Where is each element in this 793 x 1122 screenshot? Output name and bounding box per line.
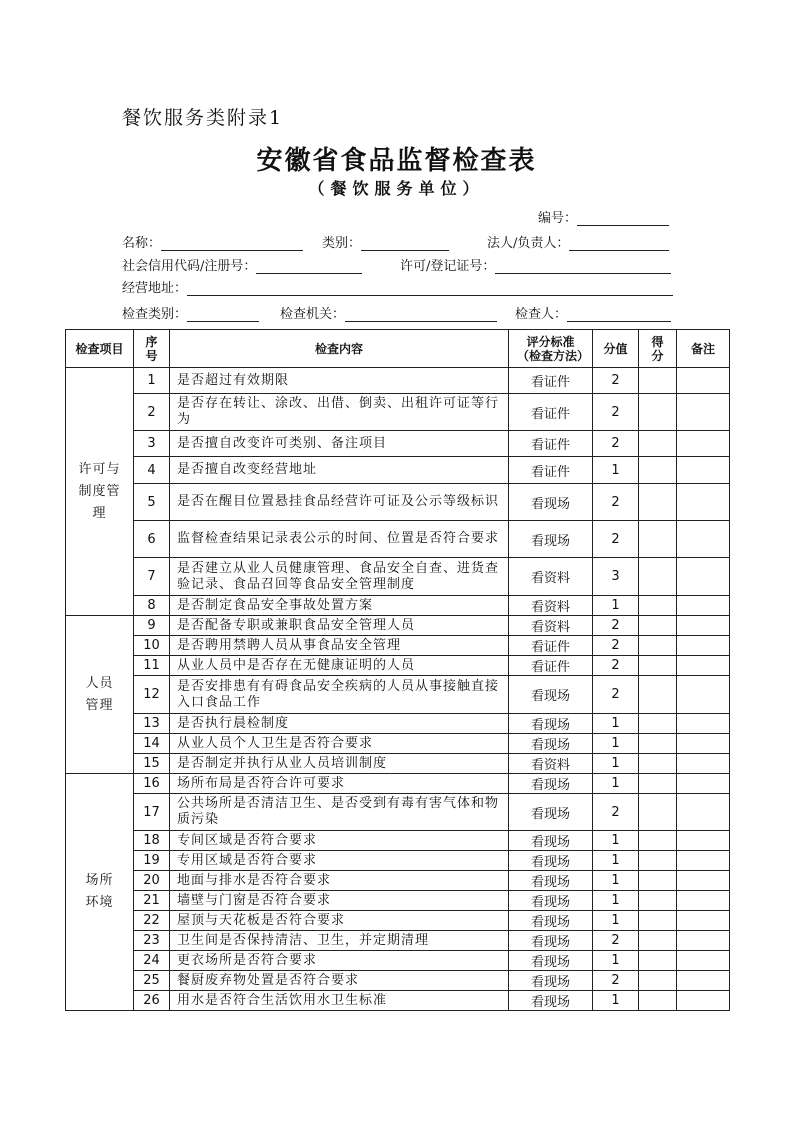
got-cell[interactable] (639, 521, 677, 558)
seq-cell: 9 (134, 616, 170, 636)
content-cell: 监督检查结果记录表公示的时间、位置是否符合要求 (170, 521, 509, 558)
seq-cell: 5 (134, 484, 170, 521)
score-cell: 2 (593, 484, 639, 521)
table-row (66, 616, 730, 636)
score-cell: 1 (593, 774, 639, 794)
seq-cell: 23 (134, 931, 170, 951)
got-cell[interactable] (639, 431, 677, 457)
category-cell (66, 616, 134, 774)
seq-cell: 18 (134, 831, 170, 851)
content-cell: 场所布局是否符合许可要求 (170, 774, 509, 794)
got-cell[interactable] (639, 558, 677, 596)
table-row (66, 891, 730, 911)
table-row (66, 521, 730, 558)
got-cell[interactable] (639, 656, 677, 676)
content-cell: 墙壁与门窗是否符合要求 (170, 891, 509, 911)
method-cell: 看现场 (509, 794, 593, 831)
got-cell[interactable] (639, 484, 677, 521)
category-label: 人员管理 (85, 675, 114, 713)
table-row (66, 457, 730, 484)
inspector-field (515, 303, 671, 322)
table-row (66, 991, 730, 1011)
seq-cell: 7 (134, 558, 170, 596)
note-cell[interactable] (677, 871, 730, 891)
method-cell: 看证件 (509, 368, 593, 394)
header-seq: 序号 (134, 330, 170, 368)
category-label: 类别： (322, 236, 362, 251)
content-cell: 是否配备专职或兼职食品安全管理人员 (170, 616, 509, 636)
seq-cell: 17 (134, 794, 170, 831)
seq-cell: 22 (134, 911, 170, 931)
method-cell: 看资料 (509, 754, 593, 774)
content-cell: 是否聘用禁聘人员从事食品安全管理 (170, 636, 509, 656)
page-title: 安徽省食品监督检查表 (256, 146, 537, 176)
got-cell[interactable] (639, 457, 677, 484)
name-line[interactable] (161, 236, 303, 251)
seq-cell: 24 (134, 951, 170, 971)
method-cell: 看证件 (509, 656, 593, 676)
content-cell: 是否超过有效期限 (170, 368, 509, 394)
content-cell: 是否制定并执行从业人员培训制度 (170, 754, 509, 774)
table-row (66, 794, 730, 831)
license-field (400, 255, 671, 274)
table-header-row (66, 330, 730, 368)
score-cell: 2 (593, 616, 639, 636)
header-note: 备注 (677, 330, 730, 368)
content-cell: 从业人员个人卫生是否符合要求 (170, 734, 509, 754)
score-cell: 2 (593, 931, 639, 951)
method-cell: 看证件 (509, 394, 593, 431)
seq-cell: 1 (134, 368, 170, 394)
table-row (66, 754, 730, 774)
seq-cell: 21 (134, 891, 170, 911)
note-cell[interactable] (677, 831, 730, 851)
table-row (66, 951, 730, 971)
content-cell: 是否存在转让、涂改、出借、倒卖、出租许可证等行为 (170, 394, 509, 431)
score-cell: 2 (593, 794, 639, 831)
header-score: 分值 (593, 330, 639, 368)
note-cell[interactable] (677, 714, 730, 734)
name-field (122, 232, 303, 251)
content-cell: 从业人员中是否存在无健康证明的人员 (170, 656, 509, 676)
method-cell: 看现场 (509, 484, 593, 521)
address-line[interactable] (187, 281, 673, 296)
inspection-agency-label: 检查机关： (280, 307, 346, 322)
note-cell[interactable] (677, 636, 730, 656)
inspection-type-line[interactable] (187, 307, 259, 322)
inspection-agency-line[interactable] (345, 307, 497, 322)
score-cell: 2 (593, 431, 639, 457)
table-row (66, 676, 730, 714)
note-cell[interactable] (677, 676, 730, 714)
seq-cell: 10 (134, 636, 170, 656)
note-cell[interactable] (677, 991, 730, 1011)
method-cell: 看证件 (509, 636, 593, 656)
method-cell: 看资料 (509, 558, 593, 596)
got-cell[interactable] (639, 931, 677, 951)
score-cell: 1 (593, 734, 639, 754)
table-row (66, 431, 730, 457)
method-cell: 看现场 (509, 931, 593, 951)
address-field (122, 277, 673, 296)
credit-code-label: 社会信用代码/注册号： (122, 259, 257, 274)
score-cell: 2 (593, 521, 639, 558)
score-cell: 1 (593, 851, 639, 871)
method-cell: 看现场 (509, 676, 593, 714)
got-cell[interactable] (639, 714, 677, 734)
note-cell[interactable] (677, 431, 730, 457)
score-cell: 2 (593, 656, 639, 676)
note-cell[interactable] (677, 457, 730, 484)
score-cell: 1 (593, 714, 639, 734)
score-cell: 1 (593, 596, 639, 616)
content-cell: 更衣场所是否符合要求 (170, 951, 509, 971)
license-line[interactable] (495, 259, 671, 274)
content-cell: 地面与排水是否符合要求 (170, 871, 509, 891)
got-cell[interactable] (639, 831, 677, 851)
score-cell: 2 (593, 971, 639, 991)
content-cell: 是否安排患有有碍食品安全疾病的人员从事接触直接入口食品工作 (170, 676, 509, 714)
table-row (66, 558, 730, 596)
note-cell[interactable] (677, 368, 730, 394)
note-cell[interactable] (677, 794, 730, 831)
header-item: 检查项目 (66, 330, 134, 368)
license-label: 许可/登记证号： (400, 259, 496, 274)
seq-cell: 8 (134, 596, 170, 616)
method-cell: 看现场 (509, 774, 593, 794)
note-cell[interactable] (677, 754, 730, 774)
method-cell: 看现场 (509, 851, 593, 871)
note-cell[interactable] (677, 911, 730, 931)
got-cell[interactable] (639, 891, 677, 911)
seq-cell: 11 (134, 656, 170, 676)
score-cell: 1 (593, 891, 639, 911)
address-label: 经营地址： (122, 281, 188, 296)
got-cell[interactable] (639, 991, 677, 1011)
table-row (66, 394, 730, 431)
table-row (66, 596, 730, 616)
table-row (66, 931, 730, 951)
header-method: 评分标准（检查方法） (509, 330, 593, 368)
table-row (66, 714, 730, 734)
got-cell[interactable] (639, 754, 677, 774)
got-cell[interactable] (639, 871, 677, 891)
method-cell: 看证件 (509, 457, 593, 484)
content-cell: 公共场所是否清洁卫生、是否受到有毒有害气体和物质污染 (170, 794, 509, 831)
content-cell: 用水是否符合生活饮用水卫生标准 (170, 991, 509, 1011)
note-cell[interactable] (677, 931, 730, 951)
table-row (66, 656, 730, 676)
seq-cell: 19 (134, 851, 170, 871)
content-cell: 是否擅自改变经营地址 (170, 457, 509, 484)
credit-code-field (122, 255, 362, 274)
seq-cell: 6 (134, 521, 170, 558)
note-cell[interactable] (677, 484, 730, 521)
table-row (66, 971, 730, 991)
table-row (66, 871, 730, 891)
page-subtitle: （餐饮服务单位） (308, 179, 485, 198)
got-cell[interactable] (639, 774, 677, 794)
note-cell[interactable] (677, 656, 730, 676)
got-cell[interactable] (639, 911, 677, 931)
seq-cell: 12 (134, 676, 170, 714)
code-field (538, 207, 669, 226)
header-content: 检查内容 (170, 330, 509, 368)
code-line[interactable] (577, 211, 669, 226)
method-cell: 看现场 (509, 911, 593, 931)
got-cell[interactable] (639, 951, 677, 971)
note-cell[interactable] (677, 774, 730, 794)
content-cell: 专用区域是否符合要求 (170, 851, 509, 871)
inspection-agency-field (280, 303, 497, 322)
table-row (66, 851, 730, 871)
legal-person-field (487, 232, 669, 251)
inspector-label: 检查人： (515, 307, 568, 322)
table-row (66, 911, 730, 931)
got-cell[interactable] (639, 794, 677, 831)
score-cell: 1 (593, 991, 639, 1011)
method-cell: 看现场 (509, 734, 593, 754)
content-cell: 是否建立从业人员健康管理、食品安全自查、进货查验记录、食品召回等食品安全管理制度 (170, 558, 509, 596)
note-cell[interactable] (677, 734, 730, 754)
seq-cell: 4 (134, 457, 170, 484)
inspector-line[interactable] (567, 307, 671, 322)
method-cell: 看现场 (509, 831, 593, 851)
score-cell: 2 (593, 394, 639, 431)
got-cell[interactable] (639, 368, 677, 394)
method-cell: 看现场 (509, 971, 593, 991)
content-cell: 是否擅自改变许可类别、备注项目 (170, 431, 509, 457)
seq-cell: 14 (134, 734, 170, 754)
category-label: 场所环境 (85, 873, 114, 910)
method-cell: 看现场 (509, 871, 593, 891)
seq-cell: 20 (134, 871, 170, 891)
category-cell (66, 368, 134, 616)
method-cell: 看现场 (509, 951, 593, 971)
method-cell: 看现场 (509, 521, 593, 558)
method-cell: 看现场 (509, 714, 593, 734)
got-cell[interactable] (639, 676, 677, 714)
got-cell[interactable] (639, 394, 677, 431)
note-cell[interactable] (677, 394, 730, 431)
note-cell[interactable] (677, 616, 730, 636)
got-cell[interactable] (639, 596, 677, 616)
note-cell[interactable] (677, 596, 730, 616)
content-cell: 屋顶与天花板是否符合要求 (170, 911, 509, 931)
got-cell[interactable] (639, 616, 677, 636)
got-cell[interactable] (639, 636, 677, 656)
content-cell: 专间区域是否符合要求 (170, 831, 509, 851)
got-cell[interactable] (639, 851, 677, 871)
method-cell: 看证件 (509, 431, 593, 457)
method-cell: 看资料 (509, 596, 593, 616)
got-cell[interactable] (639, 734, 677, 754)
score-cell: 2 (593, 676, 639, 714)
score-cell: 1 (593, 911, 639, 931)
note-cell[interactable] (677, 521, 730, 558)
score-cell: 1 (593, 457, 639, 484)
score-cell: 1 (593, 871, 639, 891)
method-cell: 看现场 (509, 991, 593, 1011)
note-cell[interactable] (677, 971, 730, 991)
seq-cell: 15 (134, 754, 170, 774)
content-cell: 餐厨废弃物处置是否符合要求 (170, 971, 509, 991)
name-label: 名称： (122, 236, 162, 251)
header-got: 得分 (639, 330, 677, 368)
note-cell[interactable] (677, 891, 730, 911)
category-label: 许可与制度管理 (78, 461, 121, 521)
score-cell: 1 (593, 831, 639, 851)
content-cell: 是否执行晨检制度 (170, 714, 509, 734)
table-row (66, 636, 730, 656)
seq-cell: 3 (134, 431, 170, 457)
credit-code-line[interactable] (256, 259, 362, 274)
seq-cell: 16 (134, 774, 170, 794)
note-cell[interactable] (677, 851, 730, 871)
score-cell: 1 (593, 754, 639, 774)
table-row (66, 831, 730, 851)
category-field (322, 232, 449, 251)
seq-cell: 2 (134, 394, 170, 431)
method-cell: 看资料 (509, 616, 593, 636)
legal-person-label: 法人/负责人： (487, 236, 570, 251)
table-row (66, 368, 730, 394)
table-row (66, 734, 730, 754)
code-label: 编号： (538, 211, 578, 226)
method-cell: 看现场 (509, 891, 593, 911)
inspection-table (65, 329, 730, 1011)
score-cell: 1 (593, 951, 639, 971)
note-cell[interactable] (677, 951, 730, 971)
inspection-type-label: 检查类别： (122, 307, 188, 322)
content-cell: 是否在醒目位置悬挂食品经营许可证及公示等级标识 (170, 484, 509, 521)
legal-person-line[interactable] (569, 236, 669, 251)
category-line[interactable] (361, 236, 449, 251)
seq-cell: 13 (134, 714, 170, 734)
score-cell: 3 (593, 558, 639, 596)
content-cell: 卫生间是否保持清洁、卫生，并定期清理 (170, 931, 509, 951)
table-row (66, 484, 730, 521)
table-row (66, 774, 730, 794)
got-cell[interactable] (639, 971, 677, 991)
inspection-type-field (122, 303, 259, 322)
content-cell: 是否制定食品安全事故处置方案 (170, 596, 509, 616)
note-cell[interactable] (677, 558, 730, 596)
seq-cell: 25 (134, 971, 170, 991)
category-cell (66, 774, 134, 1011)
score-cell: 2 (593, 368, 639, 394)
seq-cell: 26 (134, 991, 170, 1011)
appendix-label: 餐饮服务类附录1 (122, 107, 284, 129)
score-cell: 2 (593, 636, 639, 656)
